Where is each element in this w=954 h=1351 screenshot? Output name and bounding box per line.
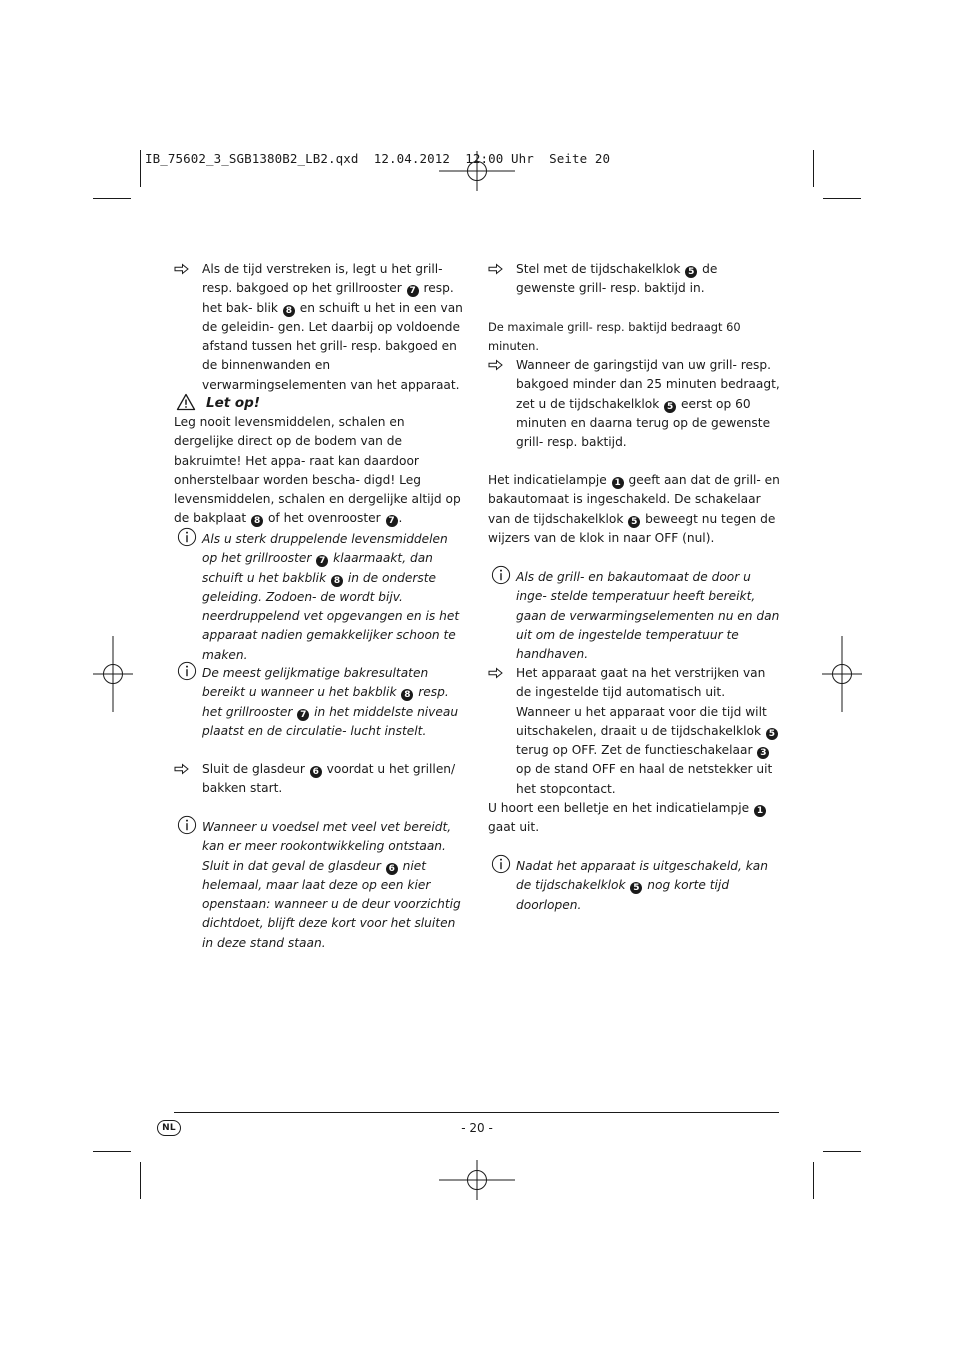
info-icon bbox=[491, 854, 513, 874]
text-run: Wanneer u voedsel met veel vet bereidt, kan er meer rookontwikkeling ontstaan. Sluit in dat geval de glasdeur bbox=[202, 820, 452, 873]
info-text bbox=[202, 666, 458, 738]
crop-mark bbox=[823, 198, 861, 199]
info-icon bbox=[177, 661, 199, 681]
step-close-door bbox=[174, 760, 466, 799]
text-run: Nadat het apparaat is uitgeschakeld, kan de tijdschakelklok bbox=[516, 859, 768, 893]
crop-mark bbox=[140, 1162, 141, 1199]
text-run: Als u sterk druppelende levensmiddelen op het grillrooster bbox=[202, 532, 448, 566]
text-run: Stel met de tijdschakelklok bbox=[516, 262, 685, 276]
page-number: - 20 - bbox=[461, 1121, 493, 1135]
warning-box bbox=[174, 394, 466, 529]
part-number-8-badge: 8 bbox=[251, 515, 263, 527]
info-temperature bbox=[488, 568, 780, 664]
text-run: U hoort een belletje en het indicatielampje bbox=[488, 801, 753, 815]
warning-title: Let op! bbox=[206, 395, 261, 411]
arrow-icon bbox=[488, 665, 510, 685]
file-slug: IB_75602_3_SGB1380B2_LB2.qxd 12.04.2012 12:00 Uhr Seite 20 bbox=[145, 151, 611, 166]
text-run: Het indicatielampje bbox=[488, 473, 611, 487]
part-number-5-badge: 5 bbox=[766, 728, 778, 740]
info-text bbox=[516, 570, 779, 661]
text-run: Als de tijd verstreken is, legt u het grill- resp. bakgoed op het grillrooster bbox=[202, 262, 443, 296]
part-number-5-badge: 5 bbox=[685, 266, 697, 278]
crop-mark bbox=[813, 1162, 814, 1199]
info-text bbox=[202, 820, 461, 950]
info-icon bbox=[491, 565, 513, 585]
info-dripping bbox=[174, 530, 466, 665]
step-grill-in bbox=[174, 260, 466, 395]
step-auto-off bbox=[488, 664, 780, 799]
text-run: in de onderste geleiding. Zodoen- de wordt bijv. neerdruppelend vet opgevangen en is het apparaat nadien gemakkelijker schoon te maken. bbox=[202, 570, 460, 662]
info-timer-runs bbox=[488, 857, 780, 915]
arrow-icon bbox=[488, 357, 510, 377]
text-run: niet helemaal, maar laat deze op een kier openstaan: wanneer u de deur voorzichtig dichtdoet, blijft deze kort voor het sluiten in deze stand staan. bbox=[202, 858, 461, 950]
text-run: of het ovenrooster bbox=[264, 511, 385, 526]
step-set-timer bbox=[488, 260, 780, 299]
part-number-8-badge: 8 bbox=[401, 689, 413, 701]
part-number-5-badge: 5 bbox=[628, 516, 640, 528]
registration-mark-left bbox=[75, 636, 151, 712]
crop-mark bbox=[93, 198, 131, 199]
language-badge: NL bbox=[157, 1120, 181, 1136]
text-run: Wanneer de garingstijd van uw grill- resp. bakgoed minder dan 25 minuten bedraagt, zet u de tijdschakelklok bbox=[516, 358, 780, 411]
text-run: beweegt nu tegen de wijzers van de klok in naar OFF (nul). bbox=[488, 511, 776, 545]
text-run: en schuift u het in een van de geleidin- gen. Let daarbij op voldoende afstand tussen het grill- resp. bakgoed en de binnenwanden en verwarmingselementen van het apparaat. bbox=[202, 300, 463, 392]
text-run: de gewenste grill- resp. baktijd in. bbox=[516, 262, 718, 296]
part-number-6-badge: 6 bbox=[386, 863, 398, 875]
text-run: in het middelste niveau plaatst en de circulatie- lucht instelt. bbox=[202, 704, 459, 738]
info-text bbox=[202, 532, 459, 662]
crop-mark bbox=[140, 150, 141, 187]
part-number-1-badge: 1 bbox=[754, 805, 766, 817]
text-run: Het apparaat gaat na het verstrijken van de ingestelde tijd automatisch uit. Wanneer u het apparaat voor die tijd wilt uitschakelen, draait u de tijdschakelklok bbox=[516, 666, 767, 738]
info-even-results bbox=[174, 664, 466, 741]
warning-text bbox=[174, 394, 466, 529]
crop-mark bbox=[93, 1151, 131, 1152]
arrow-icon bbox=[174, 761, 196, 781]
part-number-5-badge: 5 bbox=[630, 882, 642, 894]
step-text bbox=[202, 262, 463, 392]
text-run: Sluit de glasdeur bbox=[202, 762, 309, 776]
registration-mark-right bbox=[804, 636, 880, 712]
text-run: nog korte tijd doorlopen. bbox=[516, 878, 730, 912]
part-number-5-badge: 5 bbox=[664, 401, 676, 413]
crop-mark bbox=[823, 1151, 861, 1152]
step-text bbox=[516, 666, 779, 796]
text-run: resp. het bak- blik bbox=[202, 281, 454, 315]
text-run: Leg nooit levensmiddelen, schalen en dergelijke direct op de bodem van de bakruimte! Het appa- raat kan daardoor onherstelbaar worden bescha- digd! Leg levensmiddelen, schalen en dergelijke altijd op de bakplaat bbox=[174, 415, 461, 526]
arrow-icon bbox=[174, 261, 196, 281]
text-run: Als de grill- en bakautomaat de door u inge- stelde temperatuur heeft bereikt, gaan de verwarmingselementen nu en dan uit om de ingestelde temperatuur te handhaven. bbox=[516, 570, 780, 662]
text-run: De maximale grill- resp. baktijd bedraagt 60 minuten. bbox=[488, 320, 741, 354]
step-short-time bbox=[488, 356, 780, 452]
step-text bbox=[516, 358, 780, 449]
info-text bbox=[516, 859, 768, 912]
text-run: terug op OFF. Zet de functieschakelaar bbox=[516, 743, 757, 758]
part-number-6-badge: 6 bbox=[310, 766, 322, 778]
text-run: gaat uit. bbox=[488, 820, 540, 835]
part-number-1-badge: 1 bbox=[612, 477, 624, 489]
text-run: op de stand OFF en haal de netstekker uit het stopcontact. bbox=[516, 762, 773, 796]
info-fatty-food bbox=[174, 818, 466, 953]
text-run: De meest gelijkmatige bakresultaten bereikt u wanneer u het bakblik bbox=[202, 666, 429, 700]
text-run: resp. het grillrooster bbox=[202, 685, 449, 719]
part-number-8-badge: 8 bbox=[283, 305, 295, 317]
warning-triangle-icon bbox=[176, 393, 198, 413]
part-number-8-badge: 8 bbox=[331, 575, 343, 587]
text-run: voordat u het grillen/ bakken start. bbox=[202, 762, 456, 796]
part-number-3-badge: 3 bbox=[757, 747, 769, 759]
text-run: klaarmaakt, dan schuift u het bakblik bbox=[202, 551, 433, 585]
part-number-7-badge: 7 bbox=[316, 555, 328, 567]
para-indicator bbox=[488, 471, 780, 548]
crop-mark bbox=[813, 150, 814, 187]
text-run: . bbox=[398, 511, 403, 526]
text-run: geeft aan dat de grill- en bakautomaat is ingeschakeld. De schakelaar van de tijdschakelklok bbox=[488, 473, 780, 526]
registration-mark-top bbox=[439, 133, 515, 209]
info-icon bbox=[177, 527, 199, 547]
note-max-time bbox=[488, 318, 780, 357]
step-text bbox=[202, 762, 455, 795]
part-number-7-badge: 7 bbox=[407, 285, 419, 297]
registration-mark-bottom bbox=[439, 1142, 515, 1218]
info-icon bbox=[177, 815, 199, 835]
step-text bbox=[516, 262, 717, 295]
footer-rule bbox=[174, 1112, 779, 1113]
text-run: eerst op 60 minuten en daarna terug op de gewenste grill- resp. baktijd. bbox=[516, 396, 771, 450]
para-bell bbox=[488, 799, 780, 838]
arrow-icon bbox=[488, 261, 510, 281]
part-number-7-badge: 7 bbox=[386, 515, 398, 527]
part-number-7-badge: 7 bbox=[297, 709, 309, 721]
